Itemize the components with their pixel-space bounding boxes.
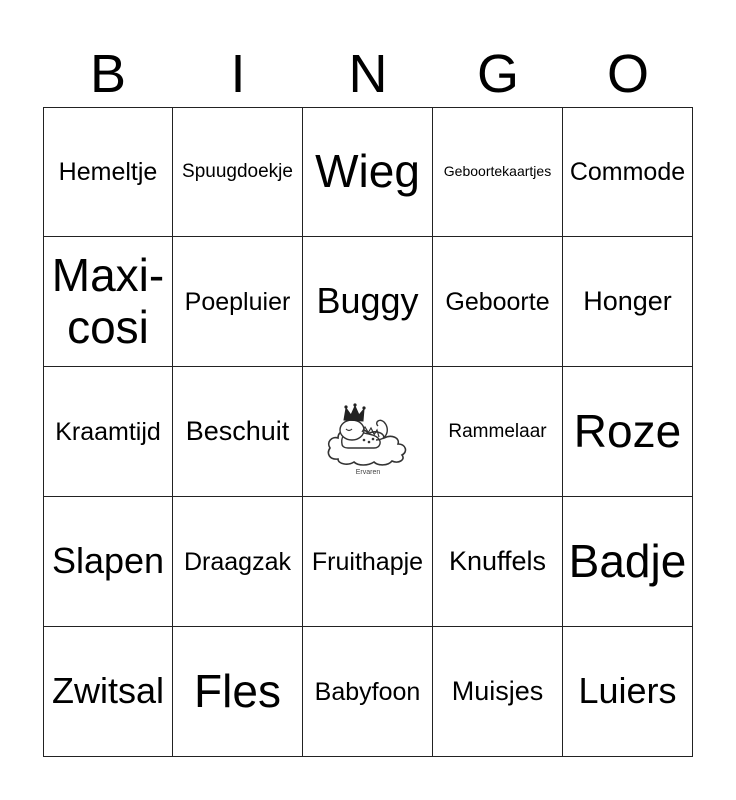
cell-label: Fruithapje [311, 547, 424, 576]
bingo-cell[interactable] [303, 107, 433, 237]
bingo-cell[interactable] [433, 107, 563, 237]
cell-label: Geboortekaartjes [443, 163, 552, 180]
header-letter-n: N [348, 44, 388, 104]
cell-label: Kraamtijd [55, 417, 161, 446]
bingo-cell[interactable] [303, 497, 433, 627]
bingo-cell[interactable] [43, 237, 173, 367]
cell-label: Commode [569, 158, 686, 186]
cell-label: Rammelaar [448, 420, 547, 442]
cell-label: Badje [568, 534, 687, 587]
bingo-cell[interactable] [563, 627, 693, 757]
bingo-cell[interactable] [433, 237, 563, 367]
bingo-cell[interactable] [173, 237, 303, 367]
cell-label: Buggy [316, 280, 419, 322]
bingo-cell[interactable] [433, 497, 563, 627]
bingo-cell[interactable] [43, 107, 173, 237]
bingo-header [43, 40, 693, 108]
header-letter-b: B [89, 44, 127, 104]
cell-label: Spuugdoekje [182, 161, 293, 183]
free-space-caption: Ervaren [355, 468, 380, 476]
bingo-cell[interactable] [303, 627, 433, 757]
bingo-cell[interactable] [563, 237, 693, 367]
cell-label: Fles [194, 664, 281, 717]
cell-label: Roze [573, 404, 682, 457]
bingo-cell[interactable] [173, 107, 303, 237]
header-letter-i: I [230, 44, 246, 104]
bingo-cell[interactable] [173, 367, 303, 497]
cell-label: Luiers [578, 670, 677, 712]
cell-label: Honger [583, 286, 672, 317]
bingo-cell[interactable] [173, 497, 303, 627]
cell-label: Wieg [315, 145, 420, 198]
bingo-cell[interactable] [433, 367, 563, 497]
bingo-cell[interactable] [563, 107, 693, 237]
free-space-cell[interactable] [303, 367, 433, 497]
cell-label: Muisjes [451, 676, 544, 707]
bingo-cell[interactable] [433, 627, 563, 757]
bingo-cell[interactable] [43, 627, 173, 757]
cell-label: Knuffels [448, 546, 547, 577]
bingo-cell[interactable] [43, 367, 173, 497]
cell-label: Slapen [51, 540, 165, 582]
cell-label: Hemeltje [58, 158, 158, 186]
cell-label: Draagzak [184, 547, 291, 576]
cell-label: Beschuit [185, 416, 290, 447]
sleeping-baby-dragon-with-crown-icon [318, 382, 418, 482]
cell-label: Babyfoon [314, 677, 421, 706]
bingo-cell[interactable] [173, 627, 303, 757]
cell-label: Poepluier [184, 287, 291, 316]
bingo-cell[interactable] [563, 367, 693, 497]
bingo-board [43, 107, 693, 757]
bingo-cell[interactable] [303, 237, 433, 367]
cell-label: Maxi-cosi [51, 248, 165, 353]
bingo-cell[interactable] [563, 497, 693, 627]
header-letter-o: O [606, 44, 649, 104]
cell-label: Geboorte [445, 287, 550, 316]
cell-label: Zwitsal [51, 670, 164, 712]
bingo-cell[interactable] [43, 497, 173, 627]
header-letter-g: G [476, 44, 519, 104]
